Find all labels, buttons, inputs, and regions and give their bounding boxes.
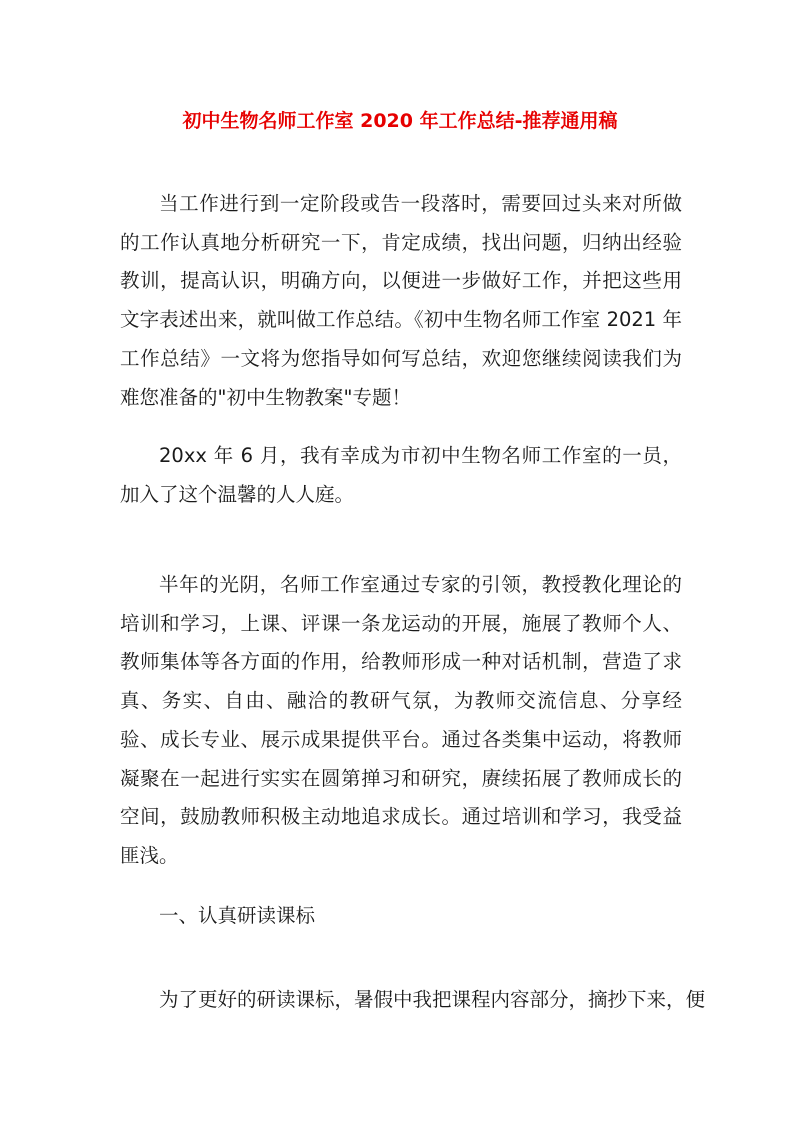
paragraph-join: 20xx 年 6 月，我有幸成为市初中生物名师工作室的一员，加入了这个温馨的人人庭。: [120, 444, 682, 506]
paragraph-intro: 当工作进行到一定阶段或告一段落时，需要回过头来对所做的工作认真地分析研究一下，肯定成绩，找出问题，归纳出经验教训，提高认识，明确方向，以便进一步做好工作，并把这些用文字表述出来，就叫做工作总结。《初中生物名师工作室 2021 年工作总结》一文将为您指导如何写总结，欢迎您继续阅读我们为难您准备的"初中生物教案"专题！: [120, 192, 682, 409]
section-heading: 一、认真研读课标: [159, 904, 316, 927]
paragraph-half-year: 半年的光阴，名师工作室通过专家的引领，教授教化理论的培训和学习，上课、评课一条龙运动的开展，施展了教师个人、教师集体等各方面的作用，给教师形成一种对话机制，营造了求真、务实、自由、融洽的教研气氛，为教师交流信息、分享经验、成长专业、展示成果提供平台。通过各类集中运动，将教师凝聚在一起进行实实在圆第掸习和研究，赓续拓展了教师成长的空间，鼓励教师积极主动地追求成长。通过培训和学习，我受益匪浅。: [120, 573, 682, 867]
paragraph-section1-start: 为了更好的研读课标，暑假中我把课程内容部分，摘抄下来，便: [159, 988, 706, 1011]
document-title: 初中生物名师工作室 2020 年工作总结-推荐通用稿: [182, 110, 618, 132]
